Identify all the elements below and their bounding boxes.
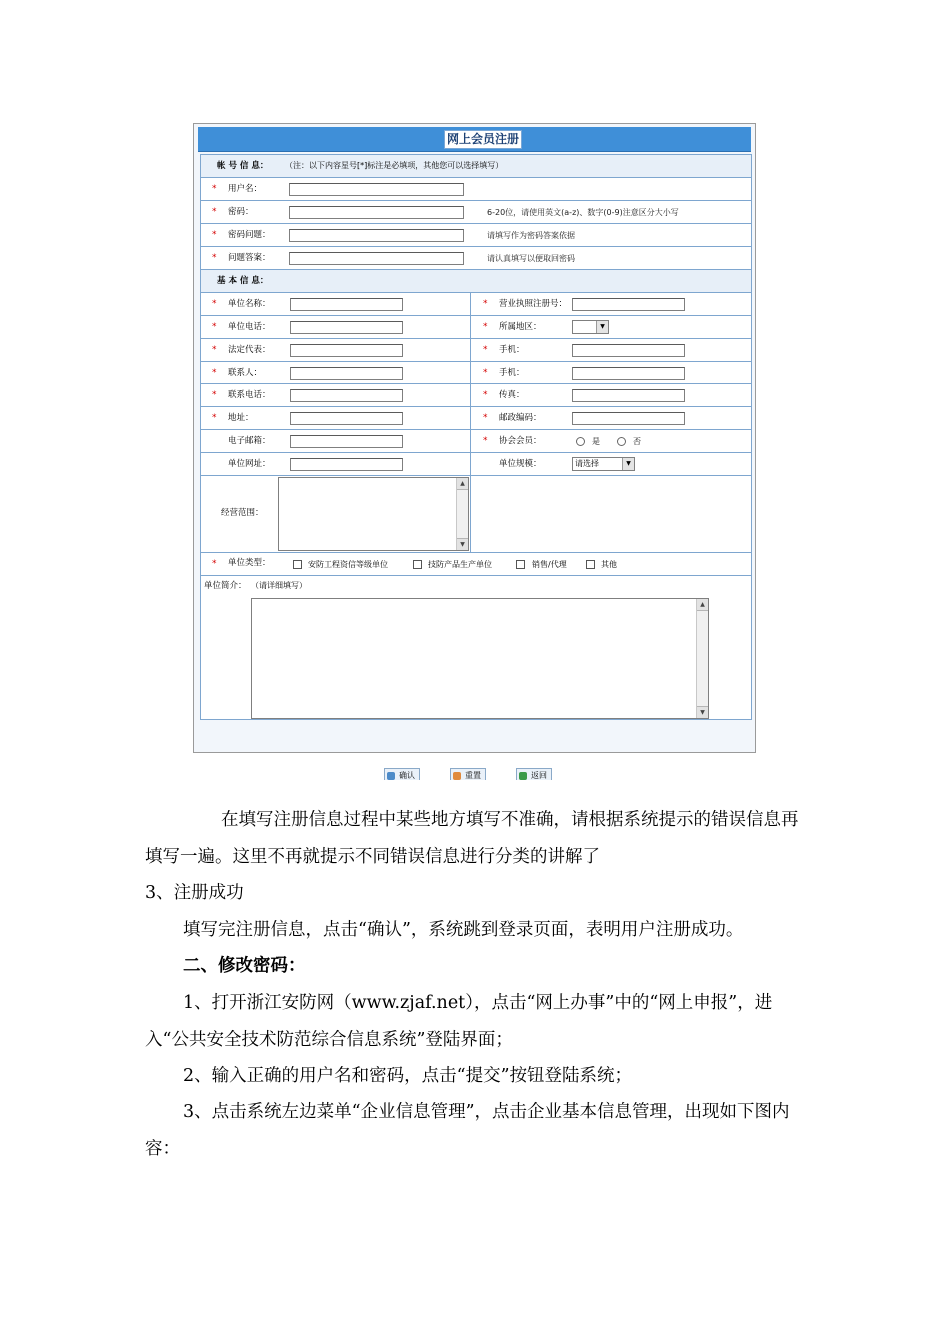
- back-button-label: 返回: [531, 771, 547, 780]
- password-question-label: 密码问题：: [228, 230, 271, 240]
- reset-icon: [453, 772, 461, 780]
- basic-row-1: [201, 293, 751, 316]
- unit-scale-select[interactable]: [572, 457, 635, 471]
- required-mark: *: [483, 345, 488, 355]
- basic-row-2: [201, 316, 751, 339]
- account-section-title: 帐 号 信 息：: [217, 161, 269, 171]
- member-yes-radio[interactable]: [576, 437, 585, 446]
- password-question-hint: 请填写作为密码答案依据: [487, 231, 575, 240]
- scroll-up-icon[interactable]: ▲: [457, 478, 468, 490]
- unit-intro-textarea[interactable]: [251, 598, 709, 719]
- question-answer-label: 问题答案：: [228, 253, 271, 263]
- basic-section-header: [201, 270, 751, 293]
- required-mark: *: [483, 436, 488, 446]
- member-no-radio[interactable]: [617, 437, 626, 446]
- unit-type-checkbox-4[interactable]: [586, 560, 595, 569]
- unit-intro-label: 单位简介：: [204, 581, 247, 591]
- unit-phone-input[interactable]: [290, 321, 403, 334]
- region-label: 所属地区：: [499, 322, 542, 332]
- unit-type-checkbox-1[interactable]: [293, 560, 302, 569]
- required-mark: *: [483, 322, 488, 332]
- postal-code-input[interactable]: [572, 412, 685, 425]
- contact-phone-input[interactable]: [290, 389, 403, 402]
- column-divider: [470, 430, 471, 452]
- form-title-bar: [198, 127, 751, 152]
- unit-type-option-3: 销售/代理: [532, 560, 567, 569]
- registration-form: [200, 154, 752, 720]
- password-question-row: [201, 224, 751, 247]
- unit-intro-row: [201, 576, 751, 721]
- legal-rep-label: 法定代表：: [228, 345, 271, 355]
- unit-name-label: 单位名称：: [228, 299, 271, 309]
- required-mark: *: [483, 390, 488, 400]
- back-arrow-icon: [519, 772, 527, 780]
- column-divider: [470, 293, 471, 315]
- paragraph-error-hint: 在填写注册信息过程中某些地方填写不准确，请根据系统提示的错误信息再填写一遍。这里不再就提示不同错误信息进行分类的讲解了: [145, 810, 799, 867]
- step-1: 1、打开浙江安防网（www.zjaf.net），点击“网上办事”中的“网上申报”，进入“公共安全技术防范综合信息系统”登陆界面；: [145, 993, 773, 1050]
- unit-type-option-2: 技防产品生产单位: [428, 560, 492, 569]
- unit-type-option-1: 安防工程资信等级单位: [308, 560, 388, 569]
- email-input[interactable]: [290, 435, 403, 448]
- heading-change-password: 二、修改密码：: [183, 956, 306, 976]
- required-mark: *: [212, 184, 217, 194]
- column-divider: [470, 407, 471, 429]
- legal-rep-input[interactable]: [290, 344, 403, 357]
- unit-type-row: [201, 553, 751, 576]
- required-mark: *: [212, 253, 217, 263]
- password-question-input[interactable]: [289, 229, 464, 242]
- scroll-down-icon[interactable]: ▼: [457, 538, 468, 550]
- address-label: 地址：: [228, 413, 254, 423]
- required-mark: *: [212, 413, 217, 423]
- basic-row-8: [201, 453, 751, 476]
- fax-input[interactable]: [572, 389, 685, 402]
- business-scope-label: 经营范围：: [221, 508, 264, 518]
- fax-label: 传真：: [499, 390, 525, 400]
- basic-row-7: [201, 430, 751, 453]
- scrollbar[interactable]: [696, 599, 708, 718]
- form-buttons: [384, 768, 564, 780]
- chevron-down-icon: ▼: [596, 321, 608, 333]
- account-section-header: [201, 155, 751, 178]
- association-member-label: 协会会员：: [499, 436, 542, 446]
- required-mark: *: [483, 368, 488, 378]
- required-mark: *: [212, 390, 217, 400]
- heading-register-success: 3、注册成功: [145, 883, 244, 903]
- unit-type-checkbox-2[interactable]: [413, 560, 422, 569]
- business-scope-row: [201, 476, 751, 553]
- required-mark: *: [212, 299, 217, 309]
- question-answer-input[interactable]: [289, 252, 464, 265]
- unit-phone-label: 单位电话：: [228, 322, 271, 332]
- website-input[interactable]: [290, 458, 403, 471]
- required-mark: *: [483, 413, 488, 423]
- unit-type-option-4: 其他: [601, 560, 617, 569]
- column-divider: [470, 453, 471, 475]
- password-label: 密码：: [228, 207, 254, 217]
- password-row: [201, 201, 751, 224]
- password-input[interactable]: [289, 206, 464, 219]
- column-divider: [470, 476, 471, 552]
- reset-button-label: 重置: [465, 771, 481, 780]
- required-mark: *: [212, 207, 217, 217]
- website-label: 单位网址：: [228, 459, 271, 469]
- account-section-note: （注：以下内容星号[*]标注是必填项，其他您可以选择填写）: [285, 161, 504, 170]
- unit-scale-label: 单位规模：: [499, 459, 542, 469]
- address-input[interactable]: [290, 412, 403, 425]
- license-number-input[interactable]: [572, 298, 685, 311]
- license-number-label: 营业执照注册号：: [499, 299, 568, 309]
- email-label: 电子邮箱：: [228, 436, 271, 446]
- basic-section-title: 基 本 信 息：: [217, 276, 269, 286]
- password-hint: 6-20位，请使用英文(a-z)、数字(0-9)注意区分大小写: [487, 208, 679, 217]
- username-label: 用户名：: [228, 184, 263, 194]
- required-mark: *: [212, 559, 217, 569]
- contact-input[interactable]: [290, 367, 403, 380]
- registration-form-screenshot: [193, 123, 756, 753]
- reset-button[interactable]: [450, 768, 486, 780]
- required-mark: *: [212, 345, 217, 355]
- required-mark: *: [212, 230, 217, 240]
- required-mark: *: [212, 368, 217, 378]
- contact-phone-label: 联系电话：: [228, 390, 271, 400]
- paragraph-register-success: 填写完注册信息，点击“确认”，系统跳到登录页面，表明用户注册成功。: [183, 920, 744, 940]
- step-2: 2、输入正确的用户名和密码，点击“提交”按钮登陆系统；: [183, 1066, 633, 1086]
- postal-code-label: 邮政编码：: [499, 413, 542, 423]
- column-divider: [470, 339, 471, 361]
- unit-type-checkbox-3[interactable]: [516, 560, 525, 569]
- required-mark: *: [483, 299, 488, 309]
- confirm-button[interactable]: [384, 768, 420, 780]
- unit-type-label: 单位类型：: [228, 558, 271, 568]
- scroll-down-icon[interactable]: ▼: [697, 706, 708, 718]
- confirm-button-label: 确认: [399, 771, 415, 780]
- chevron-down-icon: ▼: [622, 458, 634, 470]
- member-no-label: 否: [633, 437, 641, 446]
- question-answer-row: [201, 247, 751, 270]
- column-divider: [470, 384, 471, 406]
- column-divider: [470, 316, 471, 338]
- member-yes-label: 是: [592, 437, 600, 446]
- mobile-2-label: 手机：: [499, 368, 525, 378]
- basic-row-4: [201, 362, 751, 384]
- region-select[interactable]: [572, 320, 609, 334]
- unit-name-input[interactable]: [290, 298, 403, 311]
- scroll-up-icon[interactable]: ▲: [697, 599, 708, 611]
- step-3: 3、点击系统左边菜单“企业信息管理”，点击企业基本信息管理，出现如下图内容：: [145, 1102, 790, 1159]
- back-button[interactable]: [516, 768, 552, 780]
- required-mark: *: [212, 322, 217, 332]
- username-row: [201, 178, 751, 201]
- username-input[interactable]: [289, 183, 464, 196]
- basic-row-3: [201, 339, 751, 362]
- basic-row-6: [201, 407, 751, 430]
- mobile-input[interactable]: [572, 344, 685, 357]
- mobile-2-input[interactable]: [572, 367, 685, 380]
- unit-intro-note: （请详细填写）: [251, 581, 307, 590]
- scrollbar[interactable]: [456, 478, 468, 550]
- column-divider: [470, 362, 471, 383]
- contact-label: 联系人：: [228, 368, 263, 378]
- basic-row-5: [201, 384, 751, 407]
- mobile-label: 手机：: [499, 345, 525, 355]
- check-icon: [387, 772, 395, 780]
- question-answer-hint: 请认真填写以便取回密码: [487, 254, 575, 263]
- unit-scale-value: 请选择: [575, 459, 599, 468]
- form-title: 网上会员注册: [444, 130, 522, 149]
- business-scope-textarea[interactable]: [278, 477, 469, 551]
